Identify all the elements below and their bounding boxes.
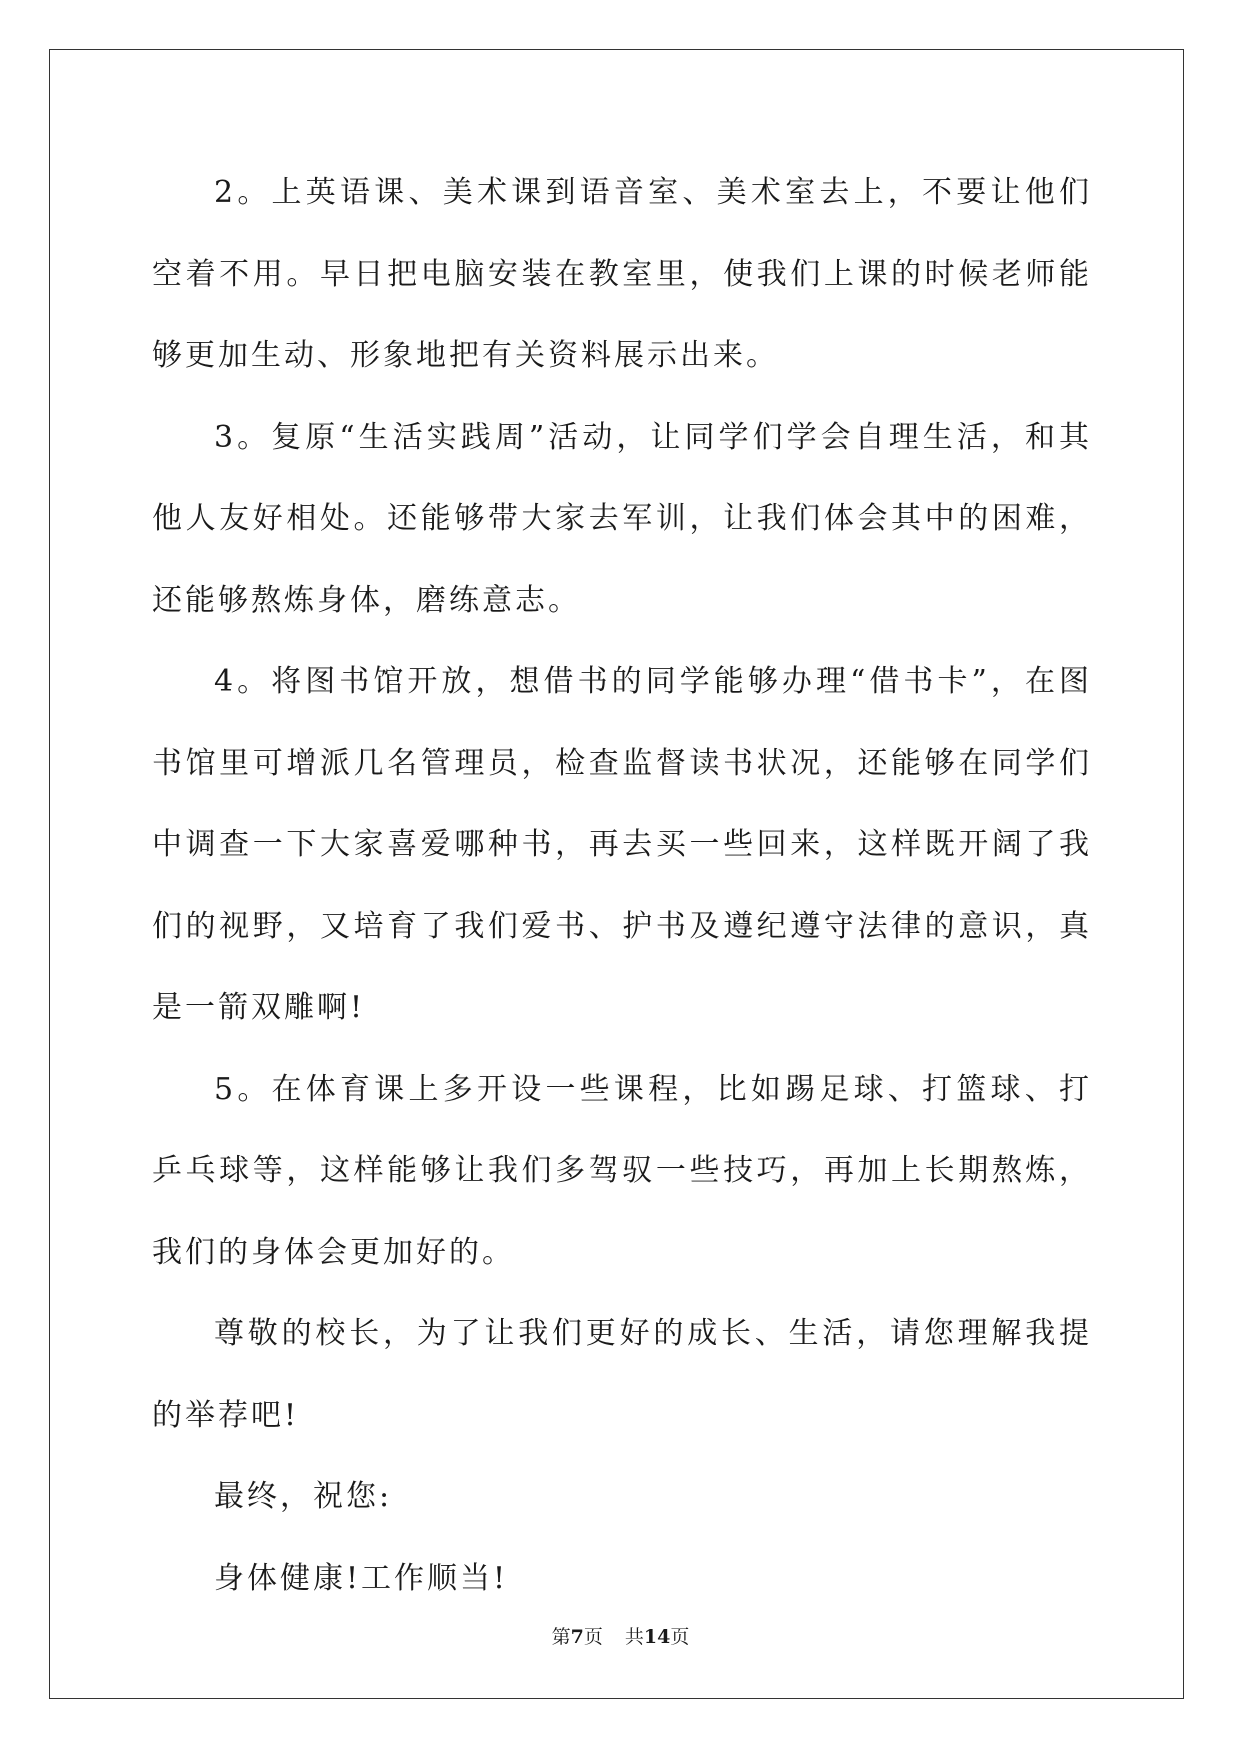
document-body [152,152,1092,1619]
paragraph-item-2: 2。上英语课、美术课到语音室、美术室去上，不要让他们空着不用。早日把电脑安装在教室里，使我们上课的时候老师能够更加生动、形象地把有关资料展示出来。 [152,175,1092,373]
page-number: 第7页 [551,1626,603,1648]
page-footer [0,1622,1241,1649]
page-total: 共14页 [624,1626,690,1648]
paragraph-item-3: 3。复原“生活实践周”活动，让同学们学会自理生活，和其他人友好相处。还能够带大家去军训，让我们体会其中的困难，还能够熬炼身体，磨练意志。 [152,419,1092,618]
salutation: 最终，祝您: [214,1479,393,1514]
closing-paragraph: 尊敬的校长，为了让我们更好的成长、生活，请您理解我提的举荐吧! [152,1316,1092,1433]
paragraph-item-4: 4。将图书馆开放，想借书的同学能够办理“借书卡”，在图书馆里可增派几名管理员，检查监督读书状况，还能够在同学们中调查一下大家喜爱哪种书，再去买一些回来，这样既开阔了我们的视野，又培育了我们爱书、护书及遵纪遵守法律的意识，真是一箭双雕啊! [152,664,1092,1025]
paragraph-item-5: 5。在体育课上多开设一些课程，比如踢足球、打篮球、打乒乓球等，这样能够让我们多驾驭一些技巧，再加上长期熬炼，我们的身体会更加好的。 [152,1071,1092,1270]
wishes: 身体健康!工作顺当! [214,1560,509,1596]
